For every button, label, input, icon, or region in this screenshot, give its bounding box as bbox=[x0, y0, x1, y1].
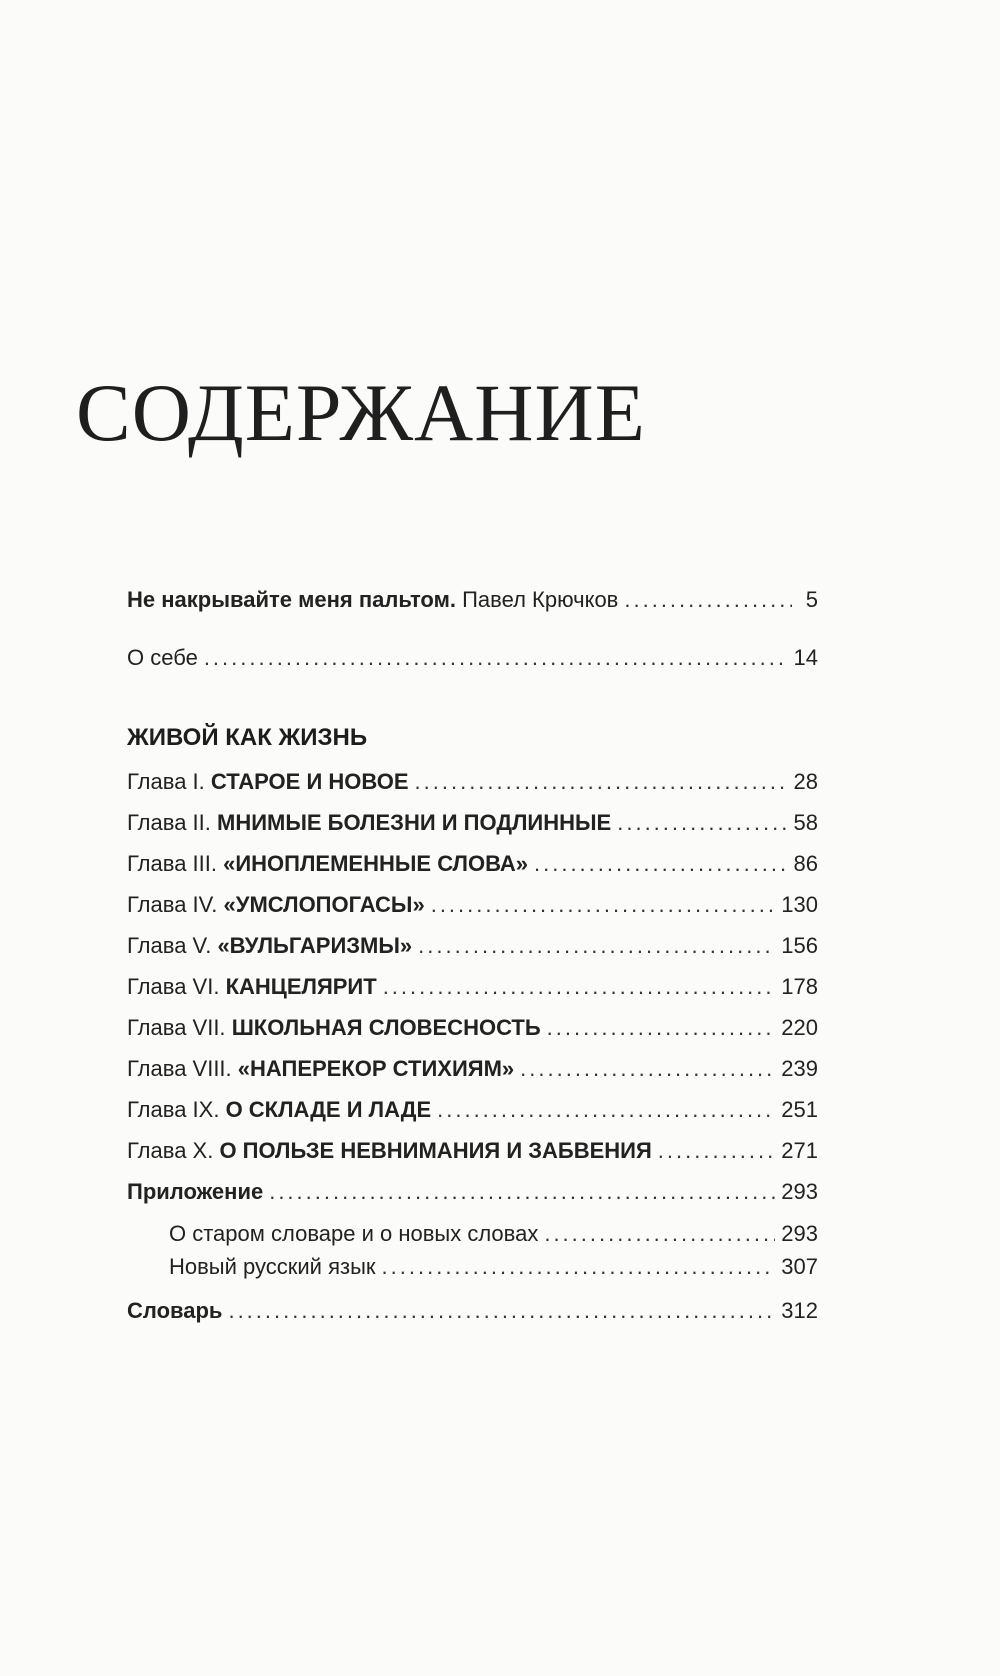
toc-subentry-new-russian[interactable] bbox=[169, 1251, 818, 1283]
dot-leader bbox=[418, 930, 775, 962]
dot-leader bbox=[544, 1218, 775, 1250]
toc-entry-chapter-2[interactable] bbox=[127, 807, 818, 839]
toc-page-number: 86 bbox=[793, 851, 818, 876]
dot-leader bbox=[415, 766, 788, 798]
chapter-number: Глава VI. bbox=[127, 974, 220, 999]
toc-subentry-old-dictionary[interactable] bbox=[169, 1218, 818, 1250]
chapter-number: Глава IX. bbox=[127, 1097, 220, 1122]
toc-entry-label bbox=[127, 1053, 514, 1085]
chapter-title: «НАПЕРЕКОР СТИХИЯМ» bbox=[237, 1056, 515, 1081]
dot-leader bbox=[547, 1012, 776, 1044]
chapter-title: «ВУЛЬГАРИЗМЫ» bbox=[217, 933, 413, 958]
dot-leader bbox=[437, 1094, 775, 1126]
dot-leader bbox=[431, 889, 776, 921]
toc-entry-foreword[interactable] bbox=[127, 584, 818, 616]
toc-entry-dictionary[interactable] bbox=[127, 1295, 818, 1327]
toc-page-number: 293 bbox=[781, 1221, 818, 1246]
chapter-title: СТАРОЕ И НОВОЕ bbox=[210, 769, 409, 794]
toc-entry-chapter-8[interactable] bbox=[127, 1053, 818, 1085]
toc-entry-chapter-7[interactable] bbox=[127, 1012, 818, 1044]
dot-leader bbox=[269, 1176, 775, 1208]
dot-leader bbox=[383, 971, 776, 1003]
toc-entry-chapter-9[interactable] bbox=[127, 1094, 818, 1126]
chapter-title: «УМСЛОПОГАСЫ» bbox=[223, 892, 425, 917]
toc-entry-chapter-4[interactable] bbox=[127, 889, 818, 921]
toc-page-number: 58 bbox=[793, 810, 818, 835]
toc-page-number: 5 bbox=[805, 587, 818, 612]
toc-entry-chapter-1[interactable] bbox=[127, 766, 818, 798]
toc-entry-label bbox=[127, 766, 409, 798]
toc-page-number: 178 bbox=[781, 974, 818, 999]
dot-leader bbox=[228, 1295, 775, 1327]
page-title: СОДЕРЖАНИЕ bbox=[76, 367, 646, 458]
toc-entry-label bbox=[127, 807, 611, 839]
dot-leader bbox=[382, 1251, 776, 1283]
toc-page-number: 307 bbox=[781, 1254, 818, 1279]
chapter-title: МНИМЫЕ БОЛЕЗНИ И ПОДЛИННЫЕ bbox=[217, 810, 612, 835]
toc-page-number: 312 bbox=[781, 1298, 818, 1323]
chapter-number: Глава IV. bbox=[127, 892, 218, 917]
toc-entry-label: О себе bbox=[127, 645, 198, 670]
chapter-number: Глава VII. bbox=[127, 1015, 226, 1040]
toc-entry-chapter-3[interactable] bbox=[127, 848, 818, 880]
toc-page-number: 130 bbox=[781, 892, 818, 917]
toc-entry-label: Приложение bbox=[127, 1179, 264, 1204]
toc-entry-author: Павел Крючков bbox=[462, 587, 619, 612]
dot-leader bbox=[658, 1135, 775, 1167]
dot-leader bbox=[624, 584, 792, 616]
chapter-title: «ИНОПЛЕМЕННЫЕ СЛОВА» bbox=[223, 851, 528, 876]
chapter-number: Глава III. bbox=[127, 851, 217, 876]
dot-leader bbox=[520, 1053, 775, 1085]
toc-entry-appendix[interactable] bbox=[127, 1176, 818, 1208]
toc-entry-chapter-6[interactable] bbox=[127, 971, 818, 1003]
chapter-title: КАНЦЕЛЯРИТ bbox=[225, 974, 377, 999]
toc-entry-label bbox=[127, 848, 528, 880]
toc-entry-label: Новый русский язык bbox=[169, 1254, 376, 1279]
toc-entry-label: Словарь bbox=[127, 1298, 223, 1323]
chapter-title: О ПОЛЬЗЕ НЕВНИМАНИЯ И ЗАБВЕНИЯ bbox=[219, 1138, 652, 1163]
toc-page-number: 220 bbox=[781, 1015, 818, 1040]
chapter-title: ШКОЛЬНАЯ СЛОВЕСНОСТЬ bbox=[231, 1015, 541, 1040]
toc-entry-chapter-10[interactable] bbox=[127, 1135, 818, 1167]
chapter-number: Глава II. bbox=[127, 810, 211, 835]
toc-page-number: 271 bbox=[781, 1138, 818, 1163]
toc-entry-label bbox=[127, 930, 412, 962]
toc-page-number: 156 bbox=[781, 933, 818, 958]
toc-entry-about-self[interactable] bbox=[127, 642, 818, 674]
chapter-number: Глава V. bbox=[127, 933, 212, 958]
toc-entry-label bbox=[127, 889, 425, 921]
toc-entry-label bbox=[127, 1012, 541, 1044]
dot-leader bbox=[534, 848, 788, 880]
chapter-number: Глава X. bbox=[127, 1138, 214, 1163]
dot-leader bbox=[204, 642, 788, 674]
toc-page-number: 14 bbox=[793, 645, 818, 670]
toc-page-number: 239 bbox=[781, 1056, 818, 1081]
chapter-number: Глава VIII. bbox=[127, 1056, 232, 1081]
toc-page-number: 28 bbox=[793, 769, 818, 794]
toc-entry-label bbox=[127, 971, 377, 1003]
section-heading: ЖИВОЙ КАК ЖИЗНЬ bbox=[127, 724, 368, 751]
toc-entry-chapter-5[interactable] bbox=[127, 930, 818, 962]
chapter-title: О СКЛАДЕ И ЛАДЕ bbox=[225, 1097, 432, 1122]
chapter-number: Глава I. bbox=[127, 769, 205, 794]
dot-leader bbox=[617, 807, 787, 839]
toc-entry-label bbox=[127, 1094, 431, 1126]
toc-entry-label bbox=[127, 584, 618, 616]
toc-entry-label bbox=[127, 1135, 652, 1167]
toc-entry-bold: Не накрывайте меня пальтом. bbox=[127, 587, 456, 612]
toc-page-number: 251 bbox=[781, 1097, 818, 1122]
toc-page-number: 293 bbox=[781, 1179, 818, 1204]
toc-entry-label: О старом словаре и о новых словах bbox=[169, 1221, 539, 1246]
